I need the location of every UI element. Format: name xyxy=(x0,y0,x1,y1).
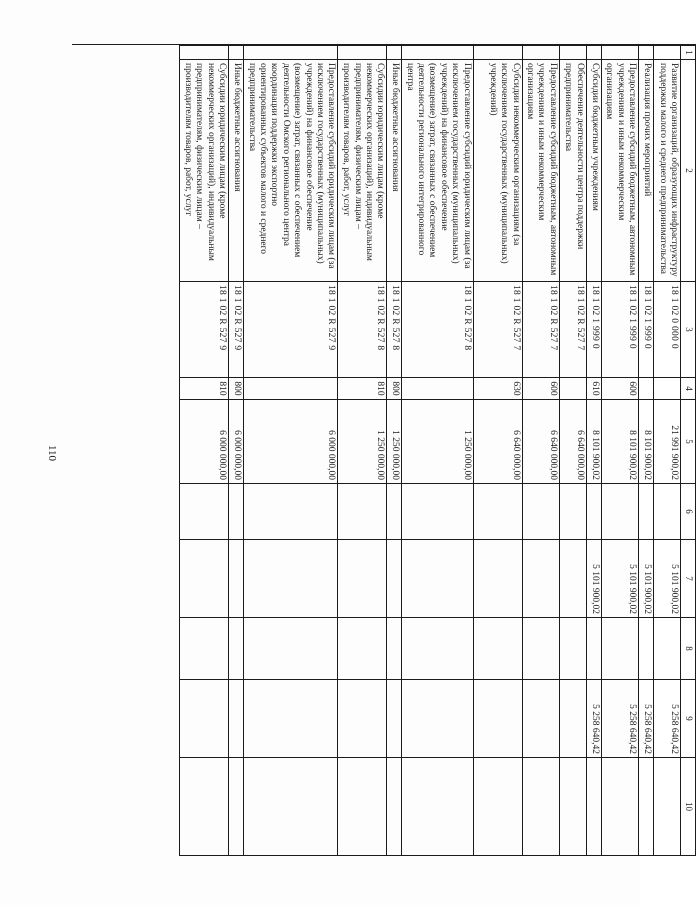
cell-name: Предоставление субсидий бюджетным, автономным учреждениям и иным некоммерческим организациям xyxy=(601,60,638,282)
cell-amount-5: 8 101 900,02 xyxy=(586,400,601,484)
cell-type xyxy=(639,378,654,400)
cell-type: 630 xyxy=(473,378,522,400)
cell-c1 xyxy=(586,46,601,60)
cell-type xyxy=(244,378,338,400)
column-header-4: 4 xyxy=(681,378,696,400)
column-header-1: 1 xyxy=(681,46,696,60)
cell-amount-6 xyxy=(244,484,338,540)
cell-amount-10 xyxy=(586,758,601,856)
cell-amount-10 xyxy=(654,758,681,856)
table-row xyxy=(586,46,601,856)
cell-code: 18 1 02 R 527 9 xyxy=(244,282,338,378)
cell-amount-8 xyxy=(559,618,586,680)
cell-c1 xyxy=(654,46,681,60)
cell-amount-6 xyxy=(402,484,473,540)
cell-amount-7 xyxy=(473,540,522,618)
cell-c1 xyxy=(601,46,638,60)
header-row xyxy=(681,46,696,856)
rotated-table-frame xyxy=(72,44,696,855)
cell-amount-5: 6 000 000,00 xyxy=(229,400,244,484)
table-row xyxy=(559,46,586,856)
cell-amount-5: 6 640 000,00 xyxy=(522,400,559,484)
column-header-7: 7 xyxy=(681,540,696,618)
cell-amount-9 xyxy=(180,680,229,758)
cell-type xyxy=(654,378,681,400)
cell-type: 800 xyxy=(387,378,402,400)
cell-c1 xyxy=(559,46,586,60)
cell-amount-10 xyxy=(601,758,638,856)
cell-amount-8 xyxy=(229,618,244,680)
cell-amount-7 xyxy=(338,540,387,618)
table-row xyxy=(338,46,387,856)
cell-name: Субсидии некоммерческим организациям (за исключением государственных (муниципальных) учреждений) xyxy=(473,60,522,282)
cell-amount-5: 6 640 000,00 xyxy=(473,400,522,484)
cell-amount-7 xyxy=(387,540,402,618)
cell-c1 xyxy=(338,46,387,60)
cell-amount-8 xyxy=(180,618,229,680)
cell-amount-9: 5 258 640,42 xyxy=(654,680,681,758)
cell-type: 600 xyxy=(601,378,638,400)
cell-amount-9 xyxy=(244,680,338,758)
cell-amount-7 xyxy=(559,540,586,618)
cell-name: Иные бюджетные ассигнования xyxy=(229,60,244,282)
cell-amount-10 xyxy=(559,758,586,856)
cell-amount-7 xyxy=(180,540,229,618)
column-header-9: 9 xyxy=(681,680,696,758)
cell-amount-10 xyxy=(338,758,387,856)
table-row xyxy=(473,46,522,856)
cell-amount-7 xyxy=(229,540,244,618)
cell-amount-8 xyxy=(654,618,681,680)
cell-c1 xyxy=(180,46,229,60)
cell-amount-8 xyxy=(473,618,522,680)
cell-amount-8 xyxy=(601,618,638,680)
cell-type: 810 xyxy=(338,378,387,400)
cell-amount-6 xyxy=(559,484,586,540)
table-row xyxy=(639,46,654,856)
table-row xyxy=(244,46,338,856)
cell-amount-6 xyxy=(338,484,387,540)
cell-c1 xyxy=(522,46,559,60)
cell-name: Предоставление субсидий юридическим лицам (за исключением государственных (муниципальных) учреждений) на финансовое обеспечение (возмещение) затрат, связанных с обеспечением деятельности регионального интегрированного центра xyxy=(402,60,473,282)
cell-code: 18 1 02 R 527 8 xyxy=(387,282,402,378)
cell-amount-5: 1 250 000,00 xyxy=(338,400,387,484)
cell-type xyxy=(402,378,473,400)
table-row xyxy=(654,46,681,856)
cell-amount-5: 1 250 000,00 xyxy=(402,400,473,484)
cell-type: 810 xyxy=(180,378,229,400)
table-row xyxy=(402,46,473,856)
cell-c1 xyxy=(473,46,522,60)
cell-amount-5: 8 101 900,02 xyxy=(601,400,638,484)
cell-name: Развитие организаций, образующих инфраструктуру поддержки малого и среднего предпринимательства xyxy=(654,60,681,282)
table-row xyxy=(180,46,229,856)
column-header-2: 2 xyxy=(681,60,696,282)
table-row xyxy=(522,46,559,856)
cell-name: Предоставление субсидий бюджетным, автономным учреждениям и иным некоммерческим организациям xyxy=(522,60,559,282)
cell-amount-5: 6 640 000,00 xyxy=(559,400,586,484)
cell-amount-10 xyxy=(180,758,229,856)
cell-amount-8 xyxy=(586,618,601,680)
cell-amount-8 xyxy=(387,618,402,680)
cell-amount-9 xyxy=(473,680,522,758)
cell-c1 xyxy=(387,46,402,60)
cell-amount-9 xyxy=(559,680,586,758)
cell-amount-8 xyxy=(522,618,559,680)
cell-amount-9: 5 258 640,42 xyxy=(601,680,638,758)
cell-amount-7: 5 101 900,02 xyxy=(601,540,638,618)
cell-code: 18 1 02 0 000 0 xyxy=(654,282,681,378)
cell-code: 18 1 02 R 527 8 xyxy=(402,282,473,378)
cell-name: Иные бюджетные ассигнования xyxy=(387,60,402,282)
cell-amount-8 xyxy=(639,618,654,680)
cell-amount-6 xyxy=(387,484,402,540)
cell-name: Обеспечение деятельности центра поддержки предпринимательства xyxy=(559,60,586,282)
column-header-6: 6 xyxy=(681,484,696,540)
table-row xyxy=(387,46,402,856)
cell-amount-9 xyxy=(522,680,559,758)
cell-code: 18 1 02 1 999 0 xyxy=(601,282,638,378)
cell-c1 xyxy=(244,46,338,60)
cell-code: 18 1 02 1 999 0 xyxy=(639,282,654,378)
cell-amount-8 xyxy=(402,618,473,680)
cell-amount-10 xyxy=(639,758,654,856)
page-number: 110 xyxy=(46,444,58,462)
cell-amount-6 xyxy=(229,484,244,540)
cell-type: 600 xyxy=(522,378,559,400)
cell-code: 18 1 02 R 527 7 xyxy=(559,282,586,378)
cell-amount-10 xyxy=(387,758,402,856)
cell-code: 18 1 02 R 527 7 xyxy=(473,282,522,378)
cell-code: 18 1 02 R 527 9 xyxy=(180,282,229,378)
cell-code: 18 1 02 R 527 7 xyxy=(522,282,559,378)
cell-amount-10 xyxy=(229,758,244,856)
cell-amount-7 xyxy=(522,540,559,618)
cell-name: Субсидии юридическим лицам (кроме некоммерческих организаций), индивидуальным предпринимателям, физическим лицам – производителям товаров, работ, услуг xyxy=(338,60,387,282)
cell-amount-10 xyxy=(473,758,522,856)
cell-amount-6 xyxy=(654,484,681,540)
cell-amount-10 xyxy=(522,758,559,856)
cell-c1 xyxy=(402,46,473,60)
column-header-3: 3 xyxy=(681,282,696,378)
cell-code: 18 1 02 R 527 8 xyxy=(338,282,387,378)
cell-amount-6 xyxy=(586,484,601,540)
cell-amount-9 xyxy=(338,680,387,758)
cell-name: Субсидии бюджетным учреждениям xyxy=(586,60,601,282)
cell-amount-10 xyxy=(244,758,338,856)
cell-name: Предоставление субсидий юридическим лицам (за исключением государственных (муниципальных) учреждений) на финансовое обеспечение (возмещение) затрат, связанных с обеспечением деятельности Омского регионального центра координации поддержки экспортно ориентированных субъектов малого и среднего предпринимательства xyxy=(244,60,338,282)
cell-type xyxy=(559,378,586,400)
table-row xyxy=(229,46,244,856)
cell-amount-7: 5 101 900,02 xyxy=(654,540,681,618)
cell-amount-9: 5 258 640,42 xyxy=(639,680,654,758)
cell-amount-6 xyxy=(639,484,654,540)
table-row xyxy=(601,46,638,856)
cell-amount-9: 5 258 640,42 xyxy=(586,680,601,758)
cell-amount-5: 21 991 900,02 xyxy=(654,400,681,484)
cell-amount-5: 8 101 900,02 xyxy=(639,400,654,484)
column-header-5: 5 xyxy=(681,400,696,484)
cell-amount-7: 5 101 900,02 xyxy=(586,540,601,618)
cell-amount-5: 6 000 000,00 xyxy=(244,400,338,484)
cell-amount-8 xyxy=(338,618,387,680)
cell-amount-9 xyxy=(387,680,402,758)
cell-type: 610 xyxy=(586,378,601,400)
column-header-10: 10 xyxy=(681,758,696,856)
cell-amount-9 xyxy=(402,680,473,758)
cell-name: Реализация прочих мероприятий xyxy=(639,60,654,282)
cell-amount-5: 6 000 000,00 xyxy=(180,400,229,484)
cell-amount-7: 5 101 900,02 xyxy=(639,540,654,618)
cell-name: Субсидии юридическим лицам (кроме некоммерческих организаций), индивидуальным предпринимателям, физическим лицам – производителям товаров, работ, услуг xyxy=(180,60,229,282)
budget-table xyxy=(179,45,696,856)
cell-amount-7 xyxy=(402,540,473,618)
cell-amount-6 xyxy=(601,484,638,540)
cell-amount-6 xyxy=(522,484,559,540)
cell-c1 xyxy=(639,46,654,60)
column-header-8: 8 xyxy=(681,618,696,680)
cell-amount-7 xyxy=(244,540,338,618)
cell-code: 18 1 02 R 527 9 xyxy=(229,282,244,378)
cell-amount-9 xyxy=(229,680,244,758)
cell-amount-10 xyxy=(402,758,473,856)
cell-amount-5: 1 250 000,00 xyxy=(387,400,402,484)
cell-amount-6 xyxy=(473,484,522,540)
cell-code: 18 1 02 1 999 0 xyxy=(586,282,601,378)
cell-type: 800 xyxy=(229,378,244,400)
cell-c1 xyxy=(229,46,244,60)
cell-amount-6 xyxy=(180,484,229,540)
cell-amount-8 xyxy=(244,618,338,680)
